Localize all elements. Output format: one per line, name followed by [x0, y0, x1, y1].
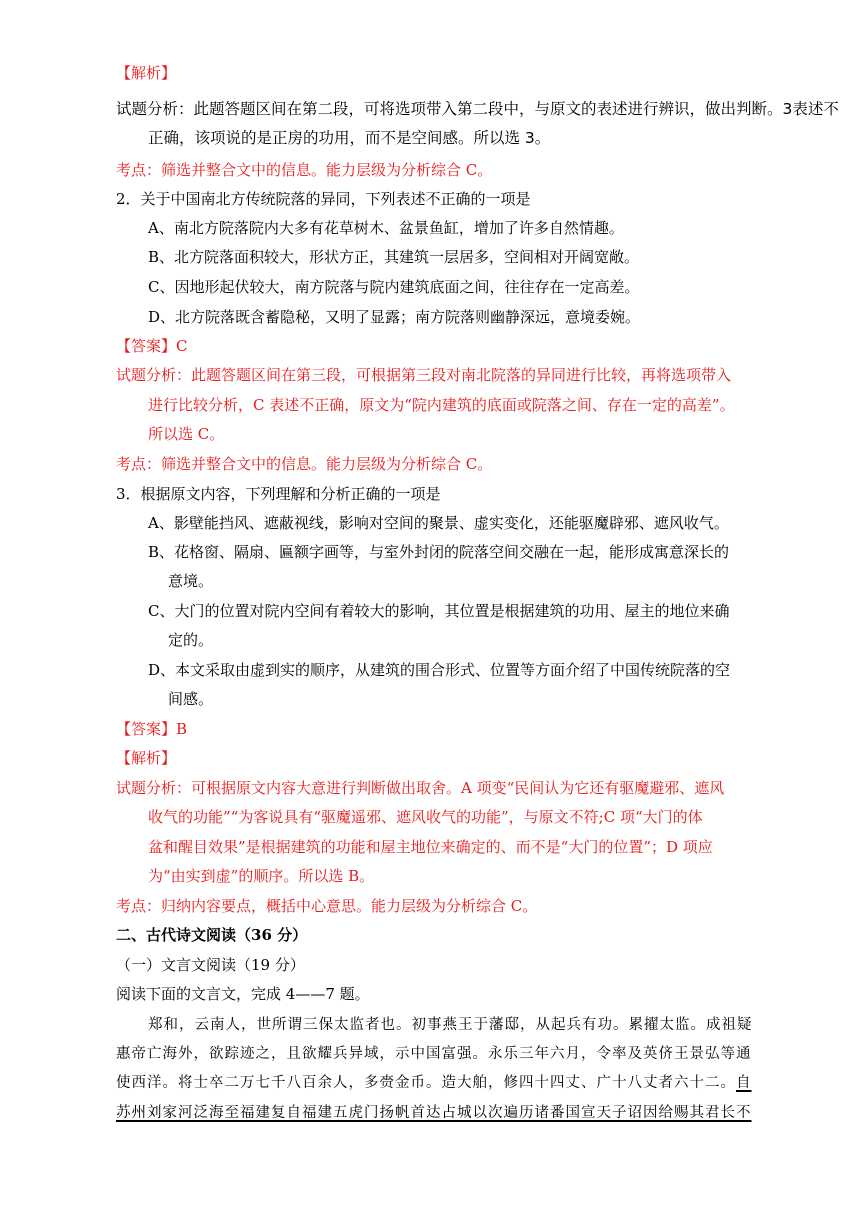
q2-option-b: B、北方院落面积较大，形状方正，其建筑一层居多，空间相对开阔宽敞。	[148, 248, 640, 266]
q1-analysis-line-1: 试题分析：此题答题区间在第二段，可将选项带入第二段中，与原文的表述进行辨识，做出判断。3表述不	[116, 100, 839, 118]
q3-analysis-line-4: 为“由实到虚”的顺序。所以选 B。	[148, 867, 375, 885]
q3-option-b-line-2: 意境。	[168, 572, 214, 590]
q1-analysis-line-2: 正确，该项说的是正房的功用，而不是空间感。所以选 3。	[148, 129, 551, 147]
q3-option-c-line-2: 定的。	[168, 631, 214, 649]
q1-key-point: 考点：筛选并整合文中的信息。能力层级为分析综合 C。	[116, 161, 493, 179]
q3-analysis-line-1: 试题分析：可根据原文内容大意进行判断做出取舍。A 项变“民间认为它还有驱魔避邪、遮风	[116, 779, 725, 797]
analysis-heading: 【解析】	[116, 64, 177, 82]
q3-analysis-heading: 【解析】	[116, 749, 177, 767]
question-2: 2．关于中国南北方传统院落的异同，下列表述不正确的一项是	[116, 190, 531, 208]
q3-option-d-line-1: D、本文采取由虚到实的顺序，从建筑的围合形式、位置等方面介绍了中国传统院落的空	[148, 661, 731, 679]
passage-line-4-underlined: 苏州刘家河泛海至福建复自福建五虎门扬帆首达占城以次遍历诸番国宣天子诏因给赐其君长不	[116, 1105, 752, 1121]
q2-key-point: 考点：筛选并整合文中的信息。能力层级为分析综合 C。	[116, 455, 493, 473]
q2-analysis-line-1: 试题分析：此题答题区间在第三段，可根据第三段对南北院落的异同进行比较，再将选项带入	[116, 366, 732, 384]
passage-line-3-text: 使西洋。将士卒二万七千八百余人，多赍金币。造大舶，修四十四丈、广十八丈者六十二。	[116, 1075, 736, 1091]
q3-analysis-line-2: 收气的功能”“为客说具有“驱魔遥邪、遮风收气的功能”，与原文不符;C 项“大门的体	[148, 808, 703, 826]
q2-analysis-line-3: 所以选 C。	[148, 425, 225, 443]
passage-line-1: 郑和，云南人，世所谓三保太监者也。初事燕王于藩邸，从起兵有功。累擢太监。成祖疑	[148, 1017, 753, 1033]
q3-analysis-line-3: 盆和醒目效果”是根据建筑的功能和屋主地位来确定的、而不是“大门的位置”；D 项应	[148, 838, 713, 856]
passage-underlined-start: 自	[736, 1075, 752, 1091]
q3-option-b-line-1: B、花格窗、隔扇、匾额字画等，与室外封闭的院落空间交融在一起，能形成寓意深长的	[148, 543, 730, 561]
subsection-heading: （一）文言文阅读（19 分）	[116, 956, 305, 974]
q3-option-d-line-2: 间感。	[168, 690, 214, 708]
question-3: 3．根据原文内容，下列理解和分析正确的一项是	[116, 485, 441, 503]
q2-option-d: D、北方院落既含蓄隐秘，又明了显露；南方院落则幽静深远，意境委婉。	[148, 308, 641, 326]
q3-option-a: A、影壁能挡风、遮蔽视线，影响对空间的聚景、虚实变化，还能驱魔辟邪、遮风收气。	[148, 514, 729, 532]
q2-answer: 【答案】C	[116, 337, 188, 355]
passage-line-3	[116, 1073, 752, 1093]
passage-line-2: 惠帝亡海外，欲踪迹之，且欲耀兵异域，示中国富强。永乐三年六月，令率及英侪王景弘等通	[116, 1046, 752, 1062]
q2-option-a: A、南北方院落院内大多有花草树木、盆景鱼缸，增加了许多自然情趣。	[148, 219, 624, 237]
q2-option-c: C、因地形起伏较大，南方院落与院内建筑底面之间，往往存在一定高差。	[148, 278, 640, 296]
reading-instruction: 阅读下面的文言文，完成 4——7 题。	[116, 985, 370, 1003]
q3-answer: 【答案】B	[116, 720, 188, 738]
section-heading: 二、古代诗文阅读（36 分）	[116, 926, 308, 944]
q3-option-c-line-1: C、大门的位置对院内空间有着较大的影响，其位置是根据建筑的功用、屋主的地位来确	[148, 602, 730, 620]
q2-analysis-line-2: 进行比较分析，C 表述不正确，原文为“院内建筑的底面或院落之间、存在一定的高差”。	[148, 396, 735, 414]
q3-key-point: 考点：归纳内容要点，概括中心意思。能力层级为分析综合 C。	[116, 897, 538, 915]
